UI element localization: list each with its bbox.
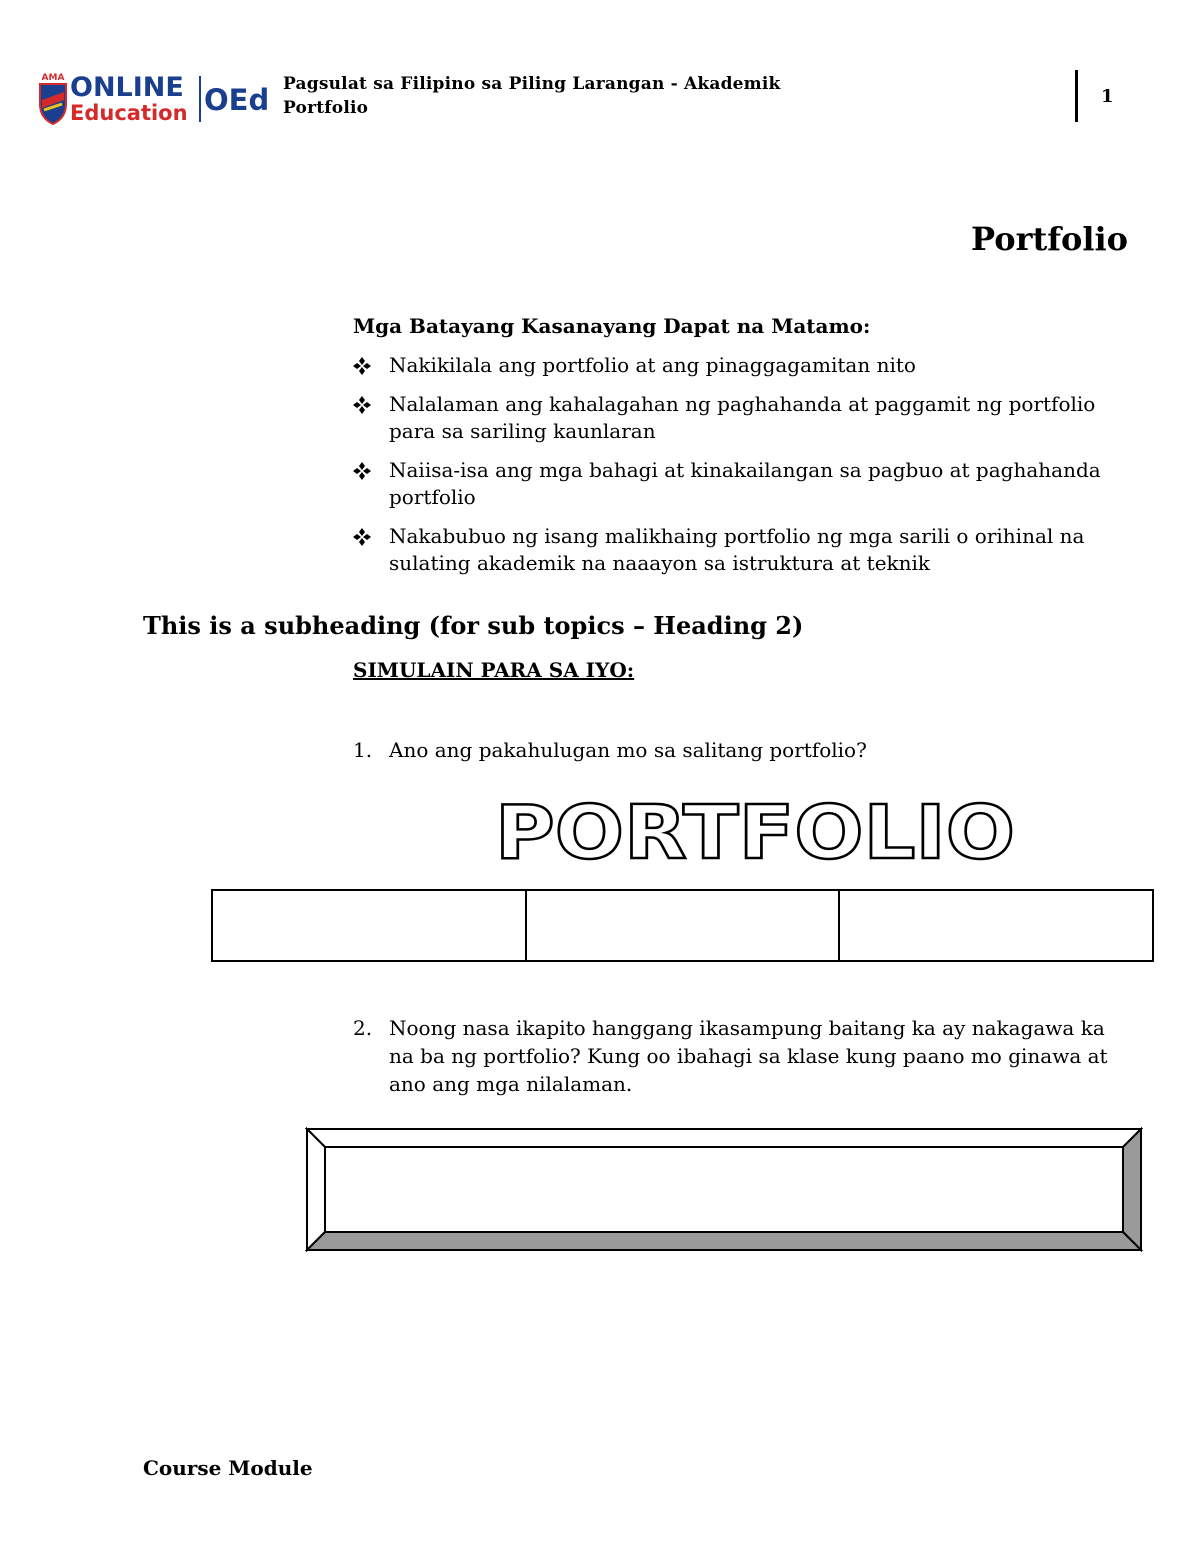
svg-text:AMA: AMA <box>41 73 65 83</box>
svg-text:PORTFOLIO: PORTFOLIO <box>495 790 1015 870</box>
header-course-title: Pagsulat sa Filipino sa Piling Larangan - Akademik <box>283 74 781 94</box>
header-separator <box>1075 70 1078 122</box>
online-education-logo <box>36 70 272 126</box>
answer-cell[interactable] <box>212 890 526 961</box>
four-diamond-bullet-icon <box>353 528 371 546</box>
four-diamond-bullet-icon <box>353 357 371 375</box>
header-module-title: Portfolio <box>283 98 369 118</box>
ama-shield-icon <box>40 73 66 124</box>
question-2: 2. Noong nasa ikapito hanggang ikasampung baitang ka ay nakagawa ka na ba ng portfolio? Kung oo ibahagi sa klase kung paano mo ginawa at ano ang mga nilalaman. <box>353 1016 1108 1096</box>
objective-item: Naiisa-isa ang mga bahagi at kinakailangan sa pagbuo at paghahanda portfolio <box>353 457 1133 511</box>
four-diamond-bullet-icon <box>353 462 371 480</box>
four-diamond-bullet-icon <box>353 396 371 414</box>
answer-table <box>211 889 1154 962</box>
answer-cell[interactable] <box>526 890 840 961</box>
logo-text-education: Education <box>70 101 188 125</box>
section-label: SIMULAIN PARA SA IYO: <box>353 658 635 682</box>
portfolio-wordart <box>490 790 1030 874</box>
page-number: 1 <box>1101 86 1114 107</box>
subheading: This is a subheading (for sub topics – Heading 2) <box>143 611 804 640</box>
question-1: 1. Ano ang pakahulugan mo sa salitang portfolio? <box>353 738 867 762</box>
objectives-heading: Mga Batayang Kasanayang Dapat na Matamo: <box>353 314 871 338</box>
logo-badge-oed: OEd <box>204 83 270 117</box>
answer-cell[interactable] <box>839 890 1153 961</box>
objectives-list <box>353 352 1133 589</box>
footer-course-module: Course Module <box>143 1456 313 1480</box>
page-title: Portfolio <box>971 220 1128 258</box>
objective-item: Nalalaman ang kahalagahan ng paghahanda at paggamit ng portfolio para sa sariling kaunlaran <box>353 391 1133 445</box>
objective-item: Nakabubuo ng isang malikhaing portfolio ng mga sarili o orihinal na sulating akademik na naaayon sa istruktura at teknik <box>353 523 1133 577</box>
logo-text-online: ONLINE <box>70 72 184 103</box>
answer-frame[interactable] <box>305 1127 1143 1258</box>
objective-item: Nakikilala ang portfolio at ang pinaggagamitan nito <box>353 352 1133 379</box>
